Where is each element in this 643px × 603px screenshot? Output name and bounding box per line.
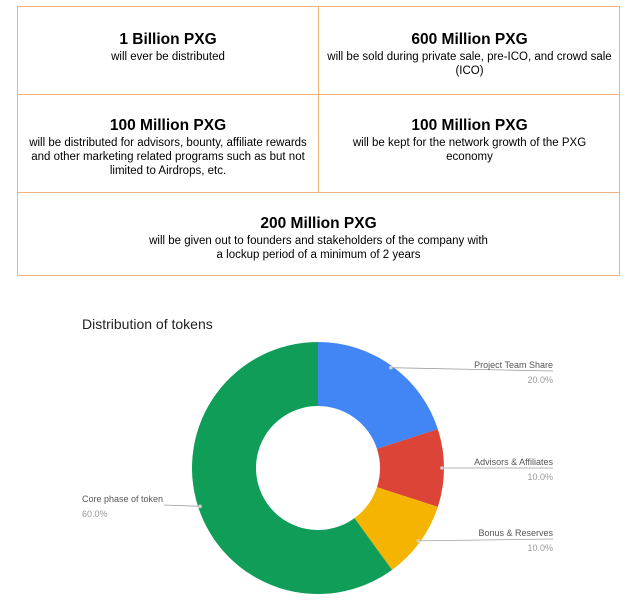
founders-desc: will be given out to founders and stakeholders of the company with a lockup period of a minimum of 2 years: [149, 235, 488, 261]
founders-heading: 200 Million PXG: [260, 215, 377, 232]
advisors-cell: [18, 95, 319, 193]
leader-line: [418, 539, 553, 541]
leader-dot: [417, 539, 421, 543]
leader-dot: [440, 466, 444, 470]
network-heading: 100 Million PXG: [411, 117, 528, 134]
total-supply-heading: 1 Billion PXG: [119, 31, 217, 48]
slice-percent: 10.0%: [527, 472, 553, 482]
distribution-donut-chart: [0, 330, 643, 603]
slice-percent: 20.0%: [527, 375, 553, 385]
founders-cell: [18, 193, 619, 275]
sale-cell: [319, 7, 620, 95]
advisors-heading: 100 Million PXG: [109, 117, 227, 134]
slice-label: Bonus & Reserves: [478, 528, 553, 538]
leader-dot: [389, 366, 393, 370]
total-supply-cell: [18, 7, 319, 95]
network-cell: [319, 95, 620, 193]
network-desc: will be kept for the network growth of the PXG economy: [352, 137, 587, 163]
chart-title: Distribution of tokens: [82, 316, 213, 332]
token-summary-table: [17, 6, 620, 276]
slice-label: Core phase of token: [82, 494, 164, 504]
slice-label: Project Team Share: [474, 360, 553, 370]
sale-desc: will be sold during private sale, pre-ICO, and crowd sale (ICO): [327, 51, 612, 77]
slice-percent: 60.0%: [82, 509, 108, 519]
leader-line: [164, 505, 200, 506]
slice-label: Advisors & Affiliates: [474, 457, 553, 467]
slice-percent: 10.0%: [527, 543, 553, 553]
leader-dot: [198, 505, 202, 509]
sale-heading: 600 Million PXG: [411, 31, 528, 48]
advisors-desc: will be distributed for advisors, bounty, affiliate rewards and other marketing related programs such as but not limited to Airdrops, etc.: [29, 137, 307, 177]
slice-project-team-share: [318, 342, 438, 449]
total-supply-desc: will ever be distributed: [111, 51, 225, 63]
